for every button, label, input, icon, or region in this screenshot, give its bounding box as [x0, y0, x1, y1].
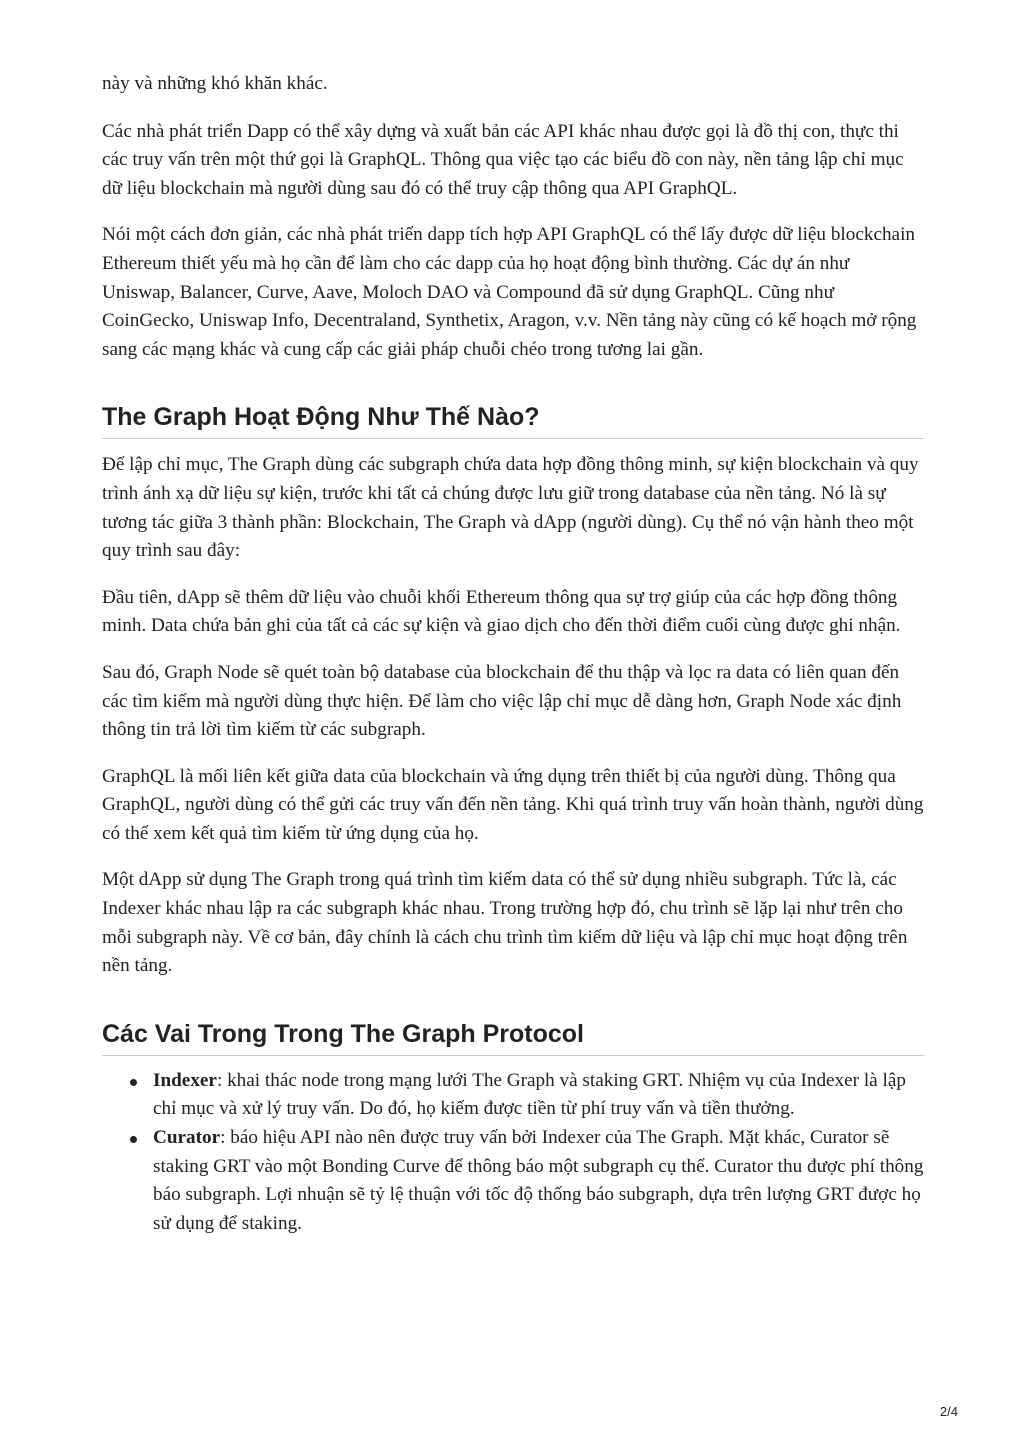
list-item-indexer	[102, 1067, 924, 1124]
roles-list	[102, 1067, 924, 1239]
intro-paragraph-subgraphs: Các nhà phát triển Dapp có thể xây dựng và xuất bản các API khác nhau được gọi là đồ thị con, thực thi các truy vấn trên một thứ gọi là GraphQL. Thông qua việc tạo các biểu đồ con này, nền tảng lập chỉ mục dữ liệu blockchain mà người dùng sau đó có thể truy cập thông qua API GraphQL.	[102, 120, 904, 199]
section-heading-roles: Các Vai Trong Trong The Graph Protocol	[102, 1019, 924, 1056]
how-paragraph-step-1: Đầu tiên, dApp sẽ thêm dữ liệu vào chuỗi khối Ethereum thông qua sự trợ giúp của các hợp đồng thông minh. Data chứa bản ghi của tất cả các sự kiện và giao dịch cho đến thời điểm cuối cùng được ghi nhận.	[102, 586, 901, 637]
role-description-curator: : báo hiệu API nào nên được truy vấn bởi Indexer của The Graph. Mặt khác, Curator sẽ staking GRT vào một Bonding Curve để thông báo một subgraph cụ thể. Curator thu được phí thông báo subgraph. Lợi nhuận sẽ tỷ lệ thuận với tốc độ thống báo subgraph, dựa trên lượng GRT được họ sử dụng để staking.	[153, 1127, 924, 1234]
how-paragraph-multiple-subgraphs: Một dApp sử dụng The Graph trong quá trình tìm kiếm data có thể sử dụng nhiều subgraph. Tức là, các Indexer khác nhau lập ra các subgraph khác nhau. Trong trường hợp đó, chu trình sẽ lặp lại như trên cho mỗi subgraph này. Về cơ bản, đây chính là cách chu trình tìm kiếm dữ liệu và lập chỉ mục hoạt động trên nền tảng.	[102, 869, 908, 977]
role-term-curator: Curator	[153, 1127, 221, 1149]
bullet-icon	[130, 1136, 137, 1143]
intro-paragraph-summary: Nói một cách đơn giản, các nhà phát triển dapp tích hợp API GraphQL có thể lấy được dữ liệu blockchain Ethereum thiết yếu mà họ cần để làm cho các dapp của họ hoạt động bình thường. Các dự án như Uniswap, Balancer, Curve, Aave, Moloch DAO và Compound đã sử dụng GraphQL. Cũng như CoinGecko, Uniswap Info, Decentraland, Synthetix, Aragon, v.v. Nền tảng này cũng có kế hoạch mở rộng sang các mạng khác và cung cấp các giải pháp chuỗi chéo trong tương lai gần.	[102, 224, 917, 360]
role-term-indexer: Indexer	[153, 1069, 217, 1091]
how-paragraph-step-3: GraphQL là mối liên kết giữa data của blockchain và ứng dụng trên thiết bị của người dùng. Thông qua GraphQL, người dùng có thể gửi các truy vấn đến nền tảng. Khi quá trình truy vấn hoàn thành, người dùng có thể xem kết quả tìm kiếm từ ứng dụng của họ.	[102, 765, 924, 844]
document-page	[102, 70, 924, 1238]
bullet-icon	[130, 1079, 137, 1086]
how-paragraph-step-2: Sau đó, Graph Node sẽ quét toàn bộ database của blockchain để thu thập và lọc ra data có liên quan đến các tìm kiếm mà người dùng thực hiện. Để làm cho việc lập chỉ mục dễ dàng hơn, Graph Node xác định thông tin trả lời tìm kiếm từ các subgraph.	[102, 661, 902, 741]
list-item-curator	[102, 1124, 924, 1238]
role-description-indexer: : khai thác node trong mạng lưới The Graph và staking GRT. Nhiệm vụ của Indexer là lập chỉ mục và xử lý truy vấn. Do đó, họ kiếm được tiền từ phí truy vấn và tiền thưởng.	[153, 1069, 906, 1120]
how-paragraph-overview: Để lập chỉ mục, The Graph dùng các subgraph chứa data hợp đồng thông minh, sự kiện blockchain và quy trình ánh xạ dữ liệu sự kiện, trước khi tất cả chúng được lưu giữ trong database của nền tảng. Nó là sự tương tác giữa 3 thành phần: Blockchain, The Graph và dApp (người dùng). Cụ thể nó vận hành theo một quy trình sau đây:	[102, 454, 919, 562]
page-number: 2/4	[939, 1404, 958, 1419]
section-heading-how-it-works: The Graph Hoạt Động Như Thế Nào?	[102, 402, 924, 439]
intro-paragraph-continuation: này và những khó khăn khác.	[102, 73, 328, 94]
